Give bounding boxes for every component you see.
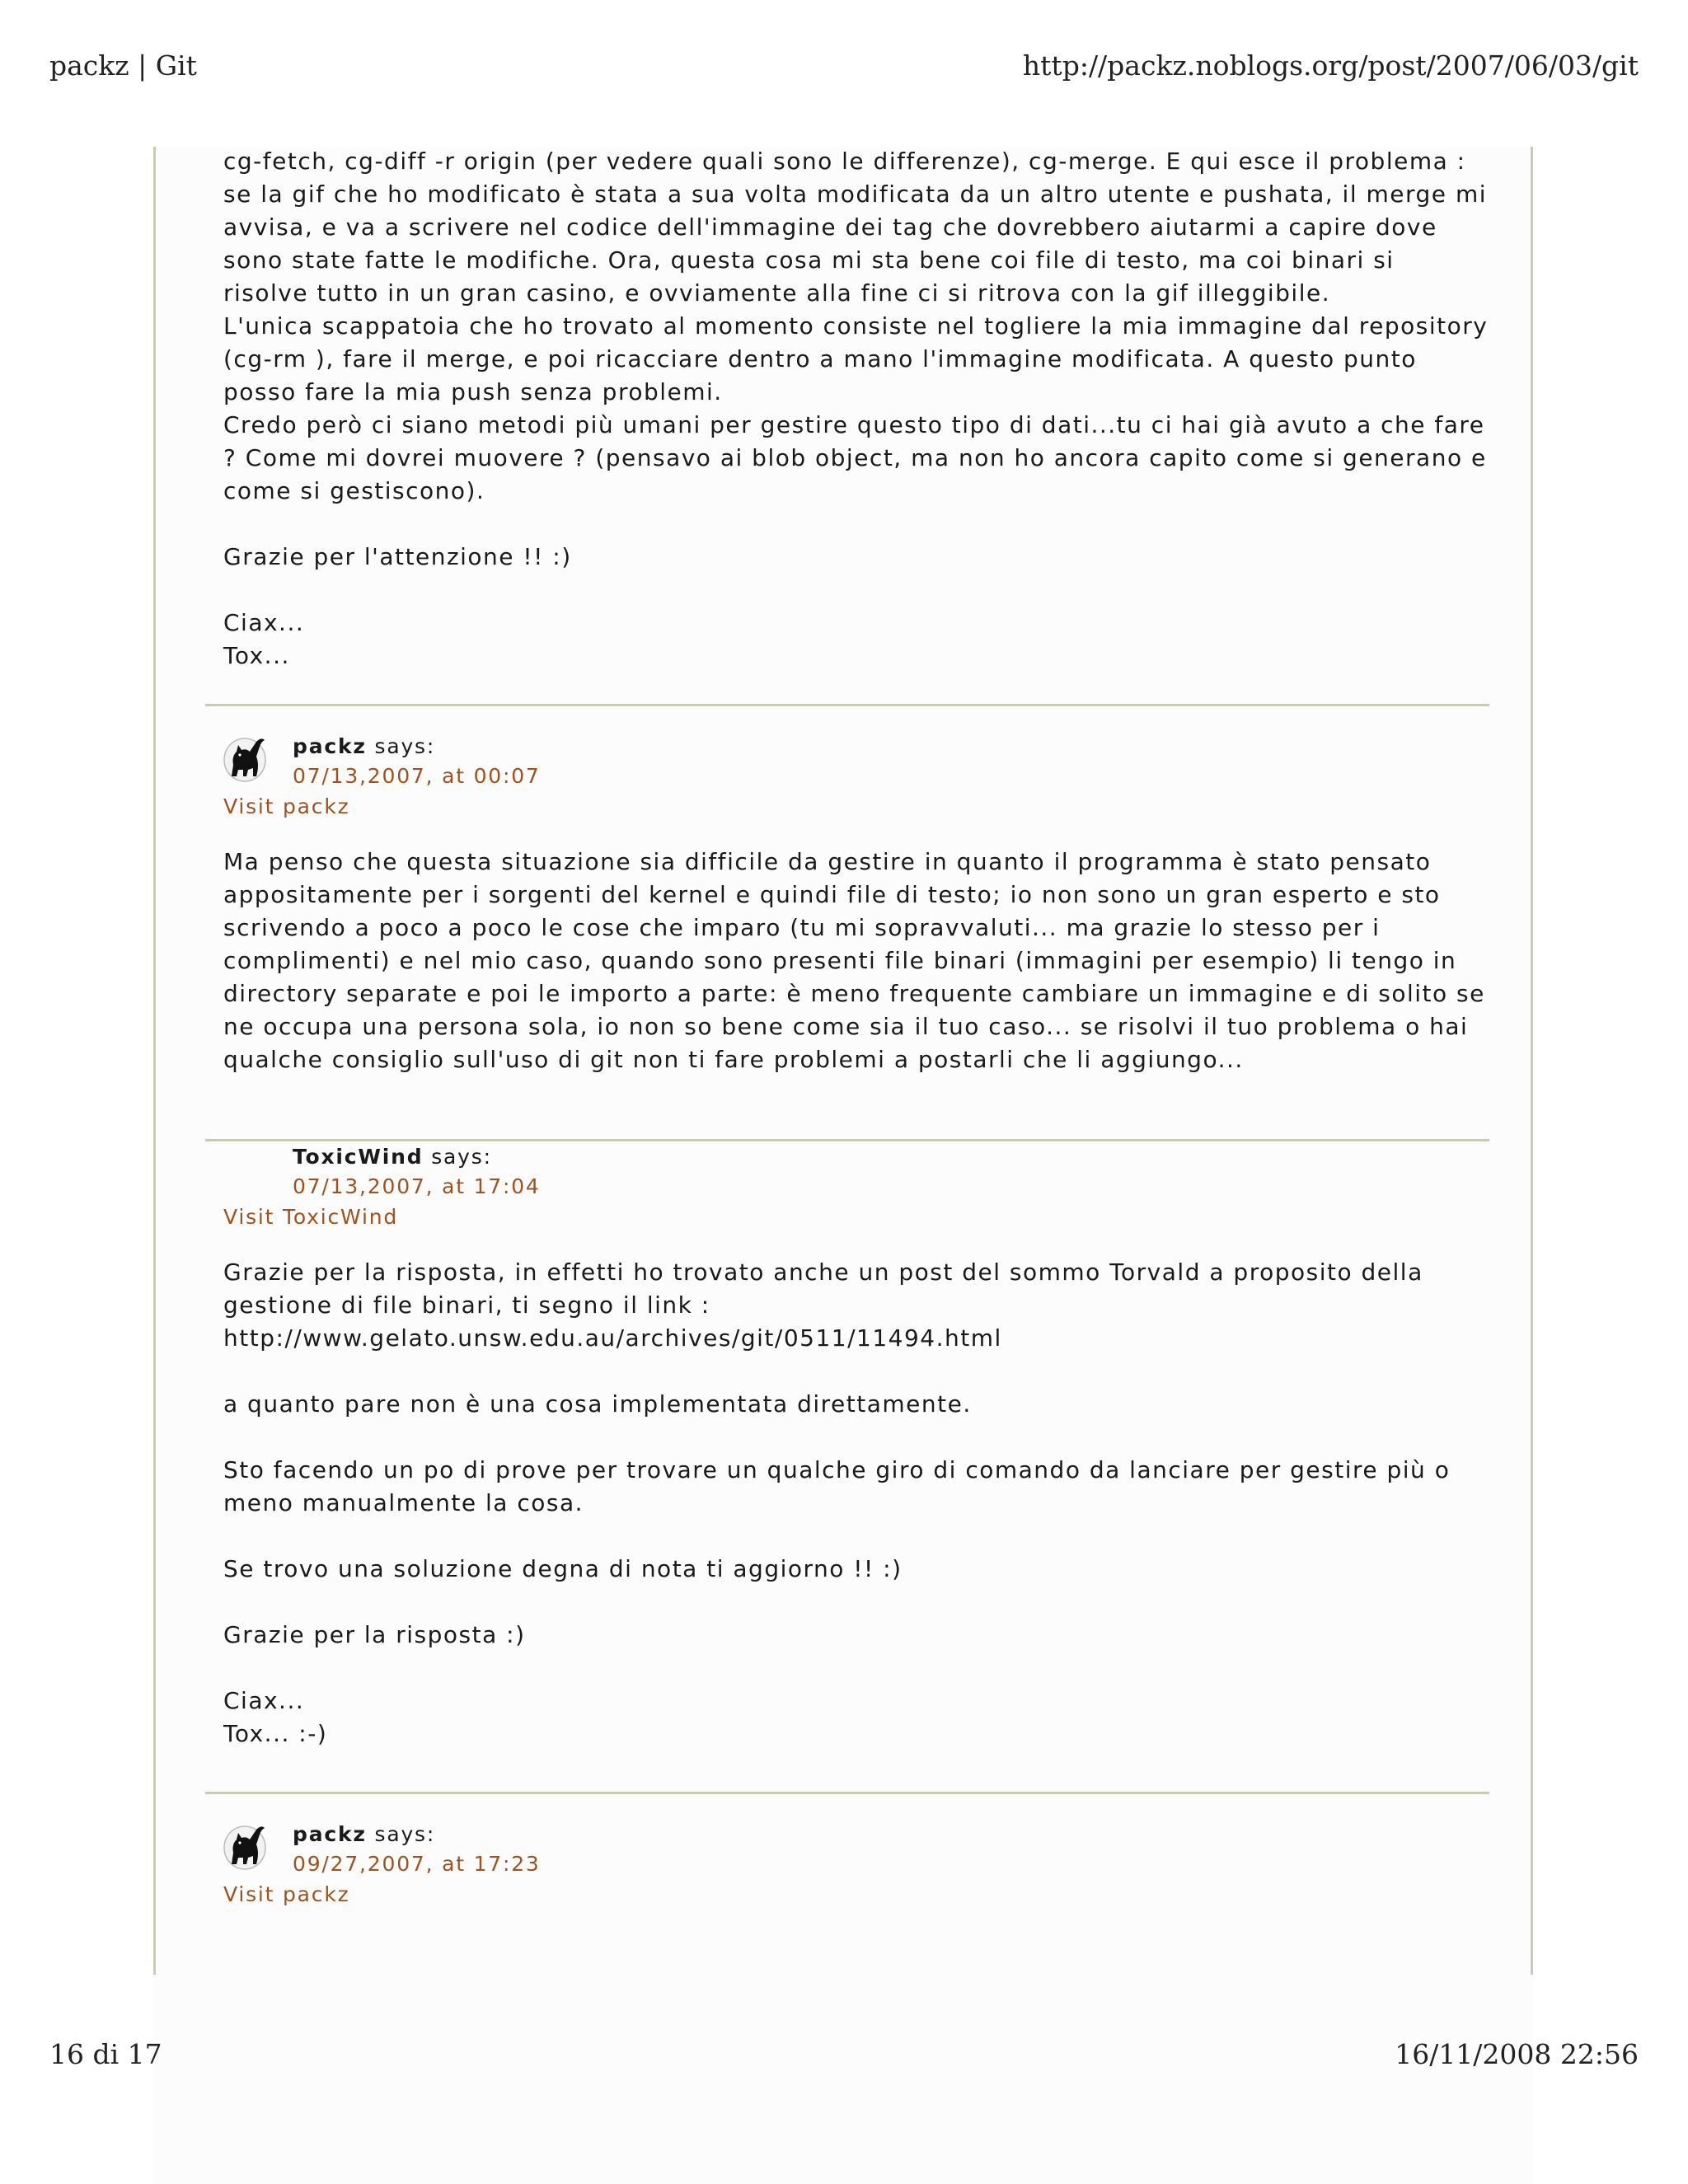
- comment-author-line: [293, 732, 1489, 762]
- comment-continuation: [205, 147, 1489, 673]
- comment-meta: [205, 1820, 1489, 1910]
- comment-date-link[interactable]: 07/13,2007, at 17:04: [293, 1174, 541, 1198]
- black-cat-icon: [223, 735, 268, 783]
- comment-separator: [205, 704, 1489, 706]
- black-cat-icon: [223, 1823, 268, 1871]
- comment-meta: [205, 1142, 1489, 1233]
- print-footer: [49, 2038, 1639, 2070]
- comment-item: [205, 1820, 1489, 1910]
- comment-author: packz: [293, 734, 367, 758]
- comment-date-link[interactable]: 07/13,2007, at 00:07: [293, 764, 541, 788]
- visit-author-link[interactable]: Visit packz: [223, 794, 350, 818]
- comment-date-link[interactable]: 09/27,2007, at 17:23: [293, 1852, 541, 1876]
- comment-item: [205, 732, 1489, 1076]
- comment-body: cg-fetch, cg-diff -r origin (per vedere quali sono le differenze), cg-merge. E qui esce il problema : se la gif che ho modificato è stata a sua volta modificata da un altro utente e pushata, il merge mi avvisa, e va a scrivere nel codice dell'immagine dei tag che dovrebbero aiutarmi a capire dove sono state fatte le modifiche. Ora, questa cosa mi sta bene coi file di testo, ma coi binari si risolve tutto in un gran casino, e ovviamente alla fine ci si ritrova con la gif illeggibile. L'unica scappatoia che ho trovato al momento consiste nel togliere la mia immagine dal repository (cg-rm ), fare il merge, e poi ricacciare dentro a mano l'immagine modificata. A questo punto posso fare la mia push senza problemi. Credo però ci siano metodi più umani per gestire questo tipo di dati...tu ci hai già avuto a che fare ? Come mi dovrei muovere ? (pensavo ai blob object, ma non ho ancora capito come si generano e come si gestiscono). Grazie per l'attenzione !! :) Ciax... Tox...: [223, 148, 1489, 669]
- print-page-url: http://packz.noblogs.org/post/2007/06/03/git: [1022, 49, 1639, 82]
- comment-author: ToxicWind: [293, 1145, 424, 1169]
- visit-author-link[interactable]: Visit ToxicWind: [223, 1205, 399, 1229]
- print-page-title: packz | Git: [49, 49, 197, 82]
- print-header: [49, 49, 1639, 82]
- visit-author-link[interactable]: Visit packz: [223, 1882, 350, 1906]
- comment-item: [205, 1142, 1489, 1750]
- comment-meta: [205, 732, 1489, 823]
- comments-column: [153, 147, 1533, 1975]
- comment-author: packz: [293, 1822, 367, 1846]
- comment-separator: [205, 1139, 1489, 1141]
- comment-body: Ma penso che questa situazione sia difficile da gestire in quanto il programma è stato pensato appositamente per i sorgenti del kernel e quindi file di testo; io non sono un gran esperto e sto scrivendo a poco a poco le cose che imparo (tu mi sopravvaluti... ma grazie lo stesso per i complimenti) e nel mio caso, quando sono presenti file binari (immagini per esempio) li tengo in directory separate e poi le importo a parte: è meno frequente cambiare un immagine e di solito se ne occupa una persona sola, io non so bene come sia il tuo caso... se risolvi il tuo problema o hai qualche consiglio sull'uso di git non ti fare problemi a postarli che li aggiungo...: [223, 848, 1485, 1073]
- print-page-number: 16 di 17: [49, 2038, 162, 2070]
- comment-body: Grazie per la risposta, in effetti ho trovato anche un post del sommo Torvald a proposito della gestione di file binari, ti segno il link : http://www.gelato.unsw.edu.au/archives/git/0511/11494.html a quanto pare non è una cosa implementata direttamente. Sto facendo un po di prove per trovare un qualche giro di comando da lanciare per gestire più o meno manualmente la cosa. Se trovo una soluzione degna di nota ti aggiorno !! :) Grazie per la risposta :) Ciax... Tox... :-): [223, 1258, 1451, 1747]
- comment-says: says:: [374, 1822, 436, 1846]
- comment-separator: [205, 1792, 1489, 1794]
- comment-says: says:: [374, 734, 436, 758]
- comment-author-line: [293, 1820, 1489, 1849]
- comment-says: says:: [431, 1145, 492, 1169]
- page-bottom-area: [153, 1975, 1533, 2184]
- comment-author-line: [293, 1142, 1489, 1172]
- print-datetime: 16/11/2008 22:56: [1395, 2038, 1639, 2070]
